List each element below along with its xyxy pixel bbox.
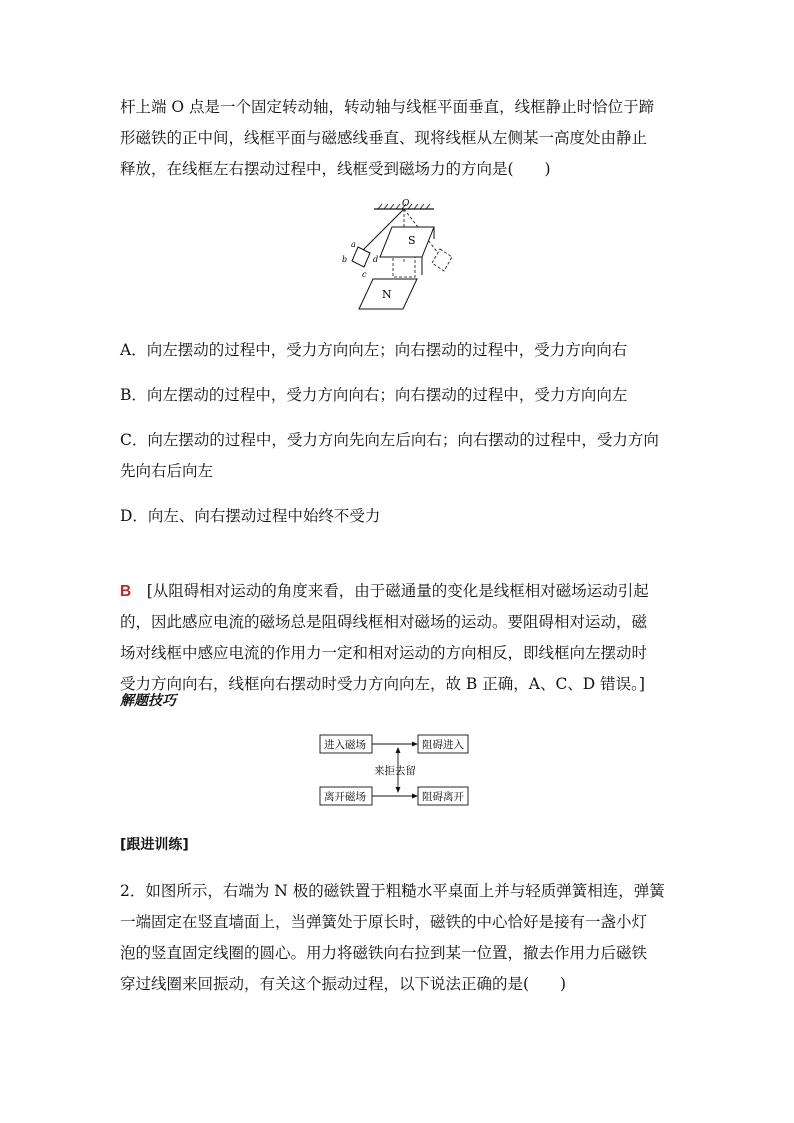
flow-middle: 来拒去留 bbox=[374, 765, 416, 777]
intro-line: 释放，在线框左右摆动过程中，线框受到磁场力的方向是( ) bbox=[120, 160, 551, 178]
south-pole-label: S bbox=[408, 234, 416, 247]
answer-letter: B bbox=[120, 583, 132, 600]
pivot-label: O bbox=[402, 199, 410, 209]
answer-line: 场对线框中感应电流的作用力一定和相对运动的方向相反，即线框向左摆动时 bbox=[120, 644, 648, 662]
north-pole-label: N bbox=[382, 288, 392, 301]
training-title: [跟进训练] bbox=[120, 837, 189, 853]
flow-enter: 进入磁场 bbox=[324, 739, 366, 751]
question-intro bbox=[120, 92, 680, 185]
q2-line: 2．如图所示，右端为 N 极的磁铁置于粗糙水平桌面上并与轻质弹簧相连，弹簧 bbox=[120, 882, 665, 900]
q2-line: 一端固定在竖直墙面上，当弹簧处于原长时，磁铁的中心恰好是接有一盏小灯 bbox=[120, 913, 648, 931]
flow-leave: 离开磁场 bbox=[324, 791, 366, 803]
q2-line: 穿过线圈来回振动，有关这个振动过程，以下说法正确的是( ) bbox=[120, 975, 567, 993]
corner-d-label: d bbox=[373, 255, 379, 264]
intro-line: 杆上端 O 点是一个固定转动轴，转动轴与线框平面垂直，线框静止时恰位于蹄 bbox=[120, 98, 655, 116]
intro-line: 形磁铁的正中间，线框平面与磁感线垂直、现将线框从左侧某一高度处由静止 bbox=[120, 129, 648, 147]
corner-b-label: b bbox=[342, 255, 348, 264]
corner-a-label: a bbox=[351, 240, 356, 249]
q2-line: 泡的竖直固定线圈的圆心。用力将磁铁向右拉到某一位置，撤去作用力后磁铁 bbox=[120, 944, 648, 962]
option-c[interactable]: C．向左摆动的过程中，受力方向先向左后向右；向右摆动的过程中，受力方向 bbox=[120, 431, 659, 449]
answer-line: 的，因此感应电流的磁场总是阻碍线框相对磁场的运动。要阻碍相对运动，磁 bbox=[120, 613, 648, 631]
question-2 bbox=[120, 876, 680, 1000]
option-a[interactable]: A．向左摆动的过程中，受力方向向左；向右摆动的过程中，受力方向向右 bbox=[120, 341, 628, 359]
option-b[interactable]: B．向左摆动的过程中，受力方向向右；向右摆动的过程中，受力方向向左 bbox=[120, 386, 628, 404]
flow-block-leave: 阻碍离开 bbox=[422, 791, 464, 803]
answer-line: B [从阻碍相对运动的角度来看，由于磁通量的变化是线框相对磁场运动引起 bbox=[120, 582, 649, 600]
pendulum-figure bbox=[330, 195, 470, 320]
flow-block-enter: 阻碍进入 bbox=[422, 739, 464, 751]
options-list bbox=[120, 335, 680, 532]
answer-line: 受力方向向右，线框向右摆动时受力方向向左，故 B 正确，A、C、D 错误。] bbox=[120, 675, 645, 693]
option-c-continued: 先向右后向左 bbox=[120, 462, 214, 480]
answer-explanation bbox=[120, 576, 680, 700]
tips-title: 解题技巧 bbox=[120, 693, 176, 709]
flow-diagram bbox=[318, 732, 473, 810]
option-d[interactable]: D．向左、向右摆动过程中始终不受力 bbox=[120, 507, 381, 525]
corner-c-label: c bbox=[362, 270, 367, 279]
